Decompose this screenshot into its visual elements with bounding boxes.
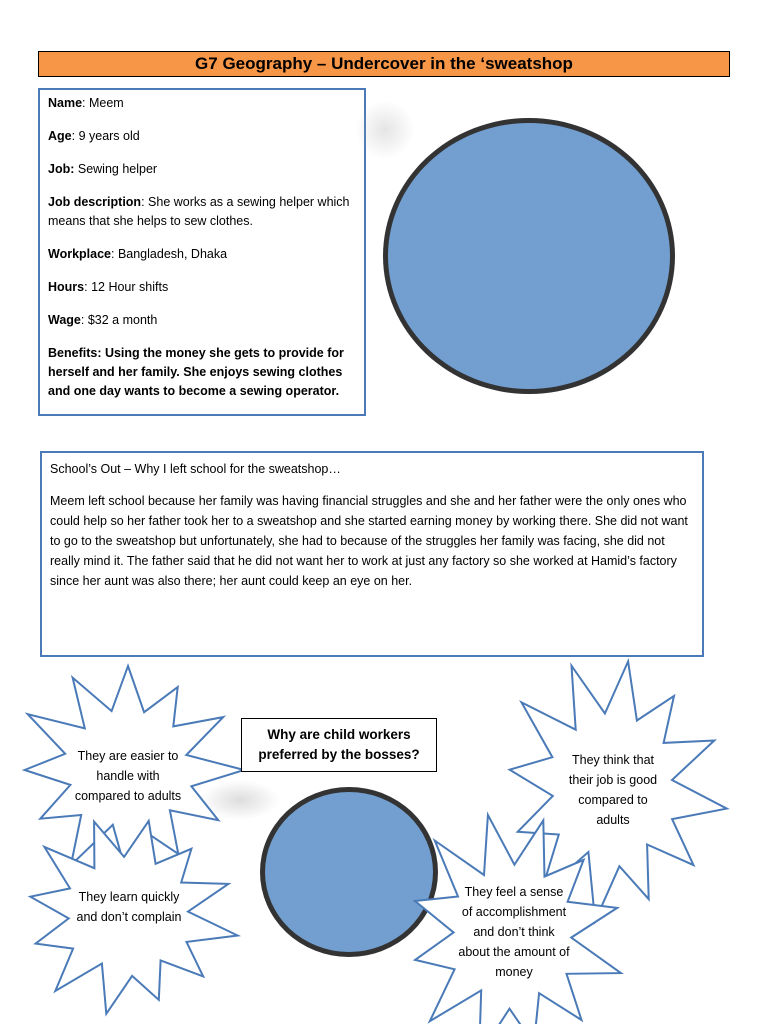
profile-job-description: Job description: She works as a sewing helper which means that she helps to sew clothes. [48,195,350,228]
reason-callout: They learn quickly and don’t complain [76,890,182,924]
reason-callout: They think that their job is good compared to adults [568,753,658,827]
school-heading: School’s Out – Why I left school for the sweatshop… [50,462,341,476]
profile-benefits: Benefits: Using the money she gets to provide for herself and her family. She enjoys sewing clothes and one day wants to become a sewing operator. [48,346,344,398]
profile-workplace: Workplace: Bangladesh, Dhaka [48,247,228,261]
page-title: G7 Geography – Undercover in the ‘sweatshop [38,51,730,77]
profile-wage: Wage: $32 a month [48,313,158,327]
question-box: Why are child workers preferred by the bosses? [241,718,437,772]
profile-hours: Hours: 12 Hour shifts [48,280,169,294]
profile-age: Age: 9 years old [48,129,140,143]
profile-name: Name: Meem [48,96,124,110]
reason-callout: They feel a sense of accomplishment and don’t think about the amount of money [458,885,570,979]
reason-callout: They are easier to handle with compared to adults [74,749,182,803]
profile-job: Job: Sewing helper [48,162,158,176]
school-body: Meem left school because her family was having financial struggles and she and her father were the only ones who could help so her father took her to a sweatshop and she started earning money by working there. She did not want to go to the sweatshop but unfortunately, she had to because of the struggles her family was facing, she did not really mind it. The father said that he did not want her to work at just any factory so she worked at Hamid’s factory since her aunt was also there; her aunt could keep an eye on her. [50,494,688,588]
